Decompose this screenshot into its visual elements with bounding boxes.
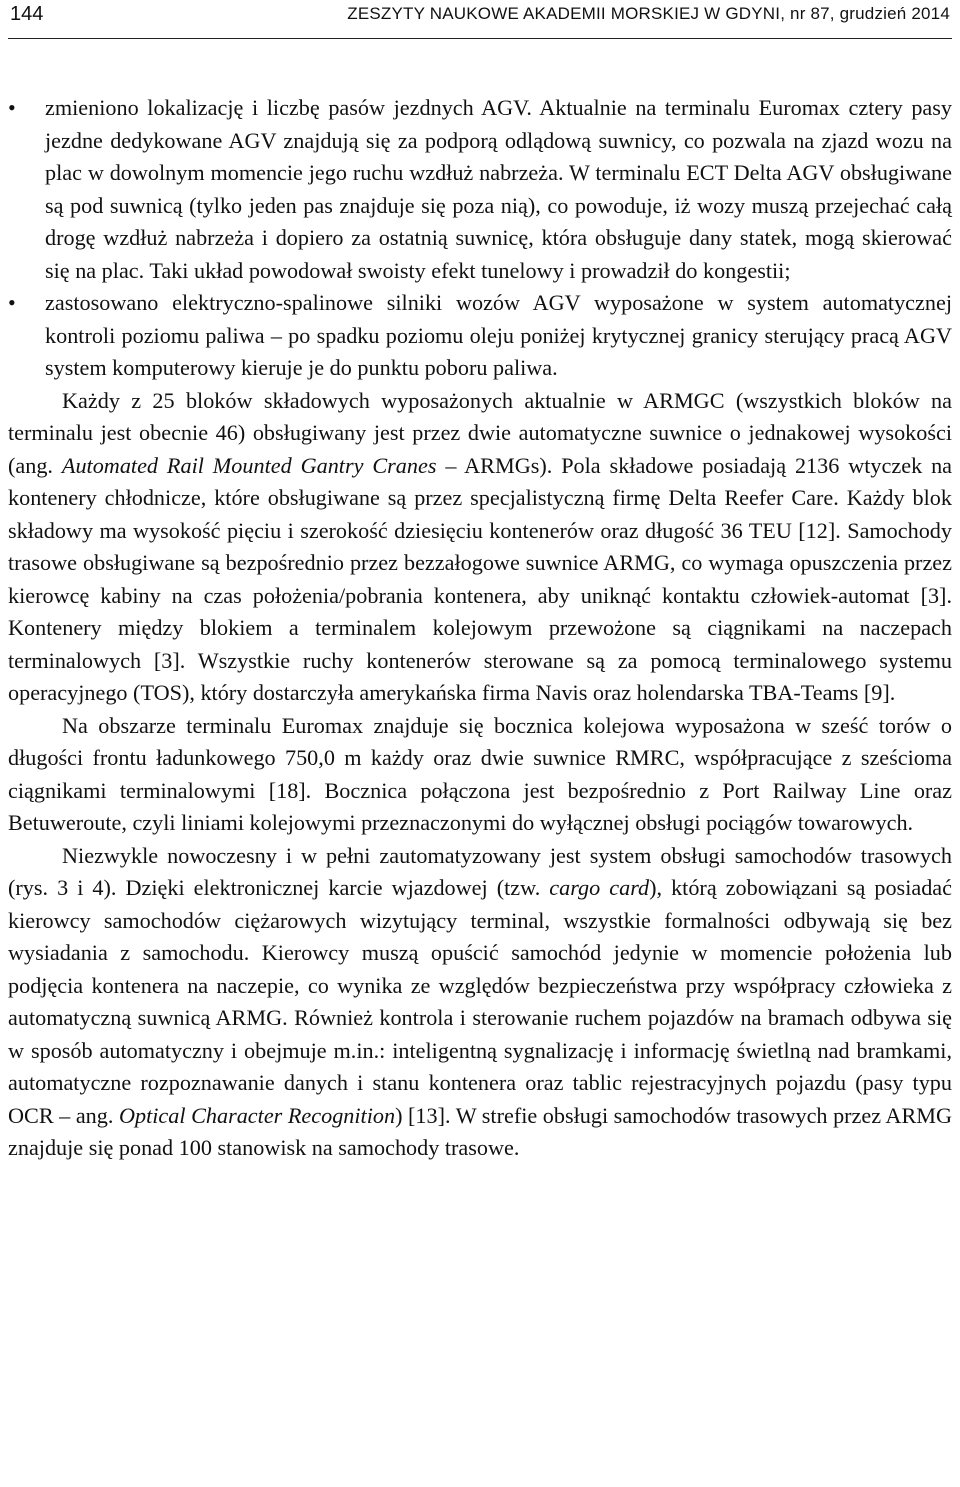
italic-term: Optical Character Recognition: [118, 1102, 396, 1128]
paragraph-text: ) [13]. W strefie obsługi samochodów trasowych przez ARMG znajduje się ponad 100 stanowisk na samochody trasowe.: [8, 1102, 952, 1160]
paragraph-truck-handling: [8, 840, 952, 1165]
paragraph-text: Każdy z 25 bloków składowych wyposażonych aktualnie w ARMGC (wszystkich bloków na terminalu jest obecnie 46) obsługiwany jest przez dwie automatyczne suwnice o jednakowej wysokości (ang.: [8, 387, 952, 478]
journal-title: ZESZYTY NAUKOWE AKADEMII MORSKIEJ W GDYNI, nr 87, grudzień 2014: [347, 4, 950, 23]
italic-term: Automated Rail Mounted Gantry Cranes: [61, 452, 437, 478]
paragraph-text: Niezwykle nowoczesny i w pełni zautomatyzowany jest system obsługi samochodów trasowych (rys. 3 i 4). Dzięki elektronicznej karcie wjazdowej (tzw.: [8, 842, 952, 900]
bullet-item: • zastosowano elektryczno-spalinowe silniki wozów AGV wyposażone w system automatycznej kontroli poziomu paliwa – po spadku poziomu oleju poniżej krytycznej granicy sterujący pracą AGV system komputerowy kieruje je do punktu poboru paliwa.: [8, 287, 952, 385]
paragraph-armg-blocks: [8, 385, 952, 710]
italic-term: cargo card: [549, 875, 650, 900]
bullet-list: [8, 92, 952, 385]
page-number: 144: [10, 3, 44, 25]
paragraph-text: ), którą zobowiązani są posiadać kierowcy samochodów ciężarowych wizytujący terminal, wszystkie formalności odbywają się bez wysiadania z samochodu. Kierowcy muszą opuścić samochód jedynie w momencie położenia lub podjęcia kontenera na naczepie, co wynika ze względów bezpieczeństwa przy współpracy człowieka z automatyczną suwnicą ARMG. Również kontrola i sterowanie ruchem pojazdów na bramach odbywa się w sposób automatyczny i obejmuje m.in.: inteligentną sygnalizację i informację świetlną nad bramkami, automatyczne rozpoznawanie danych i stanu kontenera oraz tablic rejestracyjnych pojazdu (pasy typu OCR – ang.: [8, 875, 952, 1128]
running-header: [8, 0, 952, 39]
paragraph-text: – ARMGs). Pola składowe posiadają 2136 wtyczek na kontenery chłodnicze, które obsługiwane są przez specjalistyczną firmę Delta Reefer Care. Każdy blok składowy ma wysokość pięciu i szerokość dziesięciu kontenerów oraz długość 36 TEU [12]. Samochody trasowe obsługiwane są bezpośrednio przez bezzałogowe suwnice ARMG, co wymaga opuszczenia przez kierowcę kabiny na czas położenia/pobrania kontenera, aby uniknąć kontaktu człowiek-automat [3]. Kontenery między blokiem a terminalem kolejowym przewożone są ciągnikami na naczepach terminalowych [3]. Wszystkie ruchy kontenerów sterowane są za pomocą terminalowego systemu operacyjnego (TOS), który dostarczyła amerykańska firma Navis oraz holendarska TBA-Teams [9].: [8, 452, 953, 705]
paragraph-rail-siding: Na obszarze terminalu Euromax znajduje się bocznica kolejowa wyposażona w sześć torów o długości frontu ładunkowego 750,0 m każdy oraz dwie suwnice RMRC, współpracujące z sześcioma ciągnikami terminalowymi [18]. Bocznica połączona jest bezpośrednio z Port Railway Line oraz Betuweroute, czyli liniami kolejowymi przeznaczonymi do wyłącznej obsługi pociągów towarowych.: [8, 712, 952, 835]
bullet-item: • zmieniono lokalizację i liczbę pasów jezdnych AGV. Aktualnie na terminalu Euromax cztery pasy jezdne dedykowane AGV znajdują się za podporą odlądową suwnicy, co pozwala na zjazd wozu na plac w dowolnym momencie jego ruchu wzdłuż nabrzeża. W terminalu ECT Delta AGV obsługiwane są pod suwnicą (tylko jeden pas znajduje się poza nią), co powoduje, iż wozy muszą przejechać całą drogę wzdłuż nabrzeża i dopiero za ostatnią suwnicę, która obsługuje dany statek, mogą skierować się na plac. Taki układ powodował swoisty efekt tunelowy i prowadził do kongestii;: [8, 92, 952, 287]
body-text: [8, 92, 952, 1165]
